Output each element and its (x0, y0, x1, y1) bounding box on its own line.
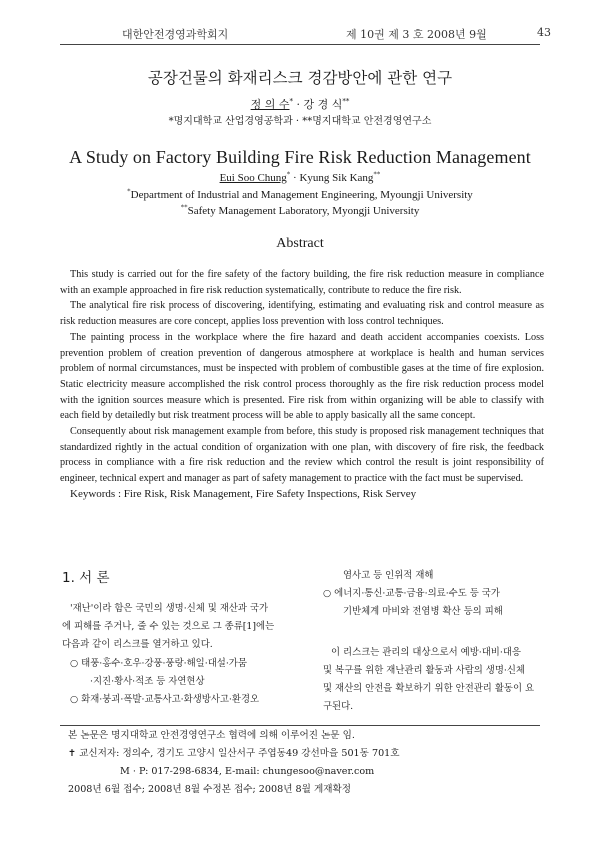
footnote-contact: M · P: 017-298-6834, E-mail: chungesoo@naver.com (120, 766, 375, 777)
body-line: '재난'이라 함은 국민의 생명·신체 및 재산과 국가 (70, 603, 269, 614)
body-line: 다음과 같이 리스크를 열거하고 있다. (62, 639, 213, 651)
footnote-funding: 본 논문은 명지대학교 안전경영연구소 협력에 의해 이루어진 논문 임. (68, 730, 355, 741)
abstract-paragraph: This study is carried out for the fire safety of the factory building, the fire risk reduction measure in compliance with an example approached in fire risk reduction systematically, contribute to reduce the fire risk. (60, 269, 544, 296)
abstract-heading: Abstract (276, 236, 324, 251)
bullet-line: 기반체계 마비와 전염병 확산 등의 피해 (343, 606, 503, 618)
spacer (323, 622, 545, 644)
body-line: 및 복구를 위한 재난관리 활동과 사람의 생명·신체 (323, 664, 525, 676)
body-line: 이 리스크는 관리의 대상으로서 예방·대비·대응 (331, 646, 521, 658)
issue-info: 제 10권 제 3 호 2008년 9월 (346, 28, 487, 41)
footnote-rule (60, 725, 540, 726)
abstract-paragraph: The painting process in the workplace where the fire hazard and death accident accompanies coexists. Loss prevention problem of creation prevention of dangerous atmosphere at workplace is health and human services problem of normal circumstances, must be inspected with problem of combustible gases at the time of fire explosion. Static electricity measure accomplished the risk control process thoroughly as the fire risk reduction process model with the ignition sources measure which is presented. Fire risk from within organizing will be able to classify with each field by detailedly but risk treatment process will be able to apply basically all the same concept. (60, 331, 544, 422)
affiliation-korean: *명지대학교 산업경영공학과 · **명지대학교 안전경영연구소 (168, 116, 432, 127)
author-2-mark-en: ** (373, 170, 381, 179)
author-2-mark: ** (342, 97, 350, 106)
bullet-line: ·지진·황사·적조 등 자연현상 (90, 675, 205, 687)
author-2-korean: 강 경 식 (303, 98, 343, 111)
section-title: 1. 서 론 (62, 570, 110, 586)
title-english: A Study on Factory Building Fire Risk Reduction Management (69, 147, 531, 167)
page-number: 43 (537, 26, 551, 39)
abstract-paragraph: The analytical fire risk process of discovering, identifying, estimating and evaluating risk and control measure as risk reduction measures are core concept, applies loss prevention with loss control techniques. (60, 300, 544, 328)
authors-english (60, 172, 540, 184)
keywords: Keywords : Fire Risk, Risk Management, Fire Safety Inspections, Risk Servey (70, 487, 417, 500)
footnote-corresponding-author: ✝ 교신저자: 정의수, 경기도 고양시 일산서구 주엽동49 강선마을 501동 701호 (68, 748, 400, 759)
bullet-line: ○ 에너지·통신·교통·금융·의료·수도 등 국가 (323, 588, 500, 600)
author-2-english: Kyung Sik Kang (299, 172, 374, 184)
journal-name: 대한안전경영과학회지 (122, 28, 229, 41)
author-1-mark: * (289, 97, 293, 106)
body-line: 및 재산의 안전을 확보하기 위한 안전관리 활동이 요 (323, 683, 535, 695)
author-1-mark-en: * (286, 170, 291, 179)
body-line: 염사고 등 인위적 재해 (343, 570, 434, 581)
author-separator-en: · (290, 172, 300, 184)
right-column (323, 567, 545, 716)
header-rule (60, 44, 540, 45)
author-1-korean: 정 의 수 (250, 98, 290, 111)
author-1-english: Eui Soo Chung (219, 172, 287, 184)
bullet-line: ○ 화재·붕괴·폭발·교통사고·화생방사고·환경오 (70, 694, 260, 706)
affiliation-english-1 (60, 189, 540, 201)
aff-1-text: Department of Industrial and Management Engineering, Myoungji University (130, 189, 473, 201)
affiliation-english-2 (60, 205, 540, 217)
bullet-line: ○ 태풍·홍수·호우·강풍·풍랑·해일·대설·가뭄 (70, 657, 247, 669)
author-separator: · (293, 98, 304, 111)
aff-2-mark: ** (180, 203, 188, 212)
title-korean: 공장건물의 화재리스크 경감방안에 관한 연구 (147, 69, 453, 87)
abstract-body (60, 267, 544, 503)
abstract-paragraph: Consequently about risk management example from before, this study is proposed risk management techniques that standardized rightly in the actual condition of organization with one plan, with discovery of fire risk, the feedback process in compliance with a fire risk reduction and the review which control the result is joint responsibility of engineer, technical expert and manager as part of safety management to practice with the fact must be supervised. (60, 426, 544, 485)
aff-1-mark: * (127, 187, 131, 196)
left-column (62, 600, 302, 709)
footnote-dates: 2008년 6월 접수; 2008년 8월 수정본 접수; 2008년 8월 게재확정 (68, 784, 352, 795)
body-line: 에 피해를 주거나, 줄 수 있는 것으로 그 종류[1]에는 (62, 621, 275, 633)
aff-2-text: Safety Management Laboratory, Myongji University (187, 205, 420, 217)
authors-korean (60, 96, 540, 112)
body-line: 구된다. (323, 701, 354, 713)
